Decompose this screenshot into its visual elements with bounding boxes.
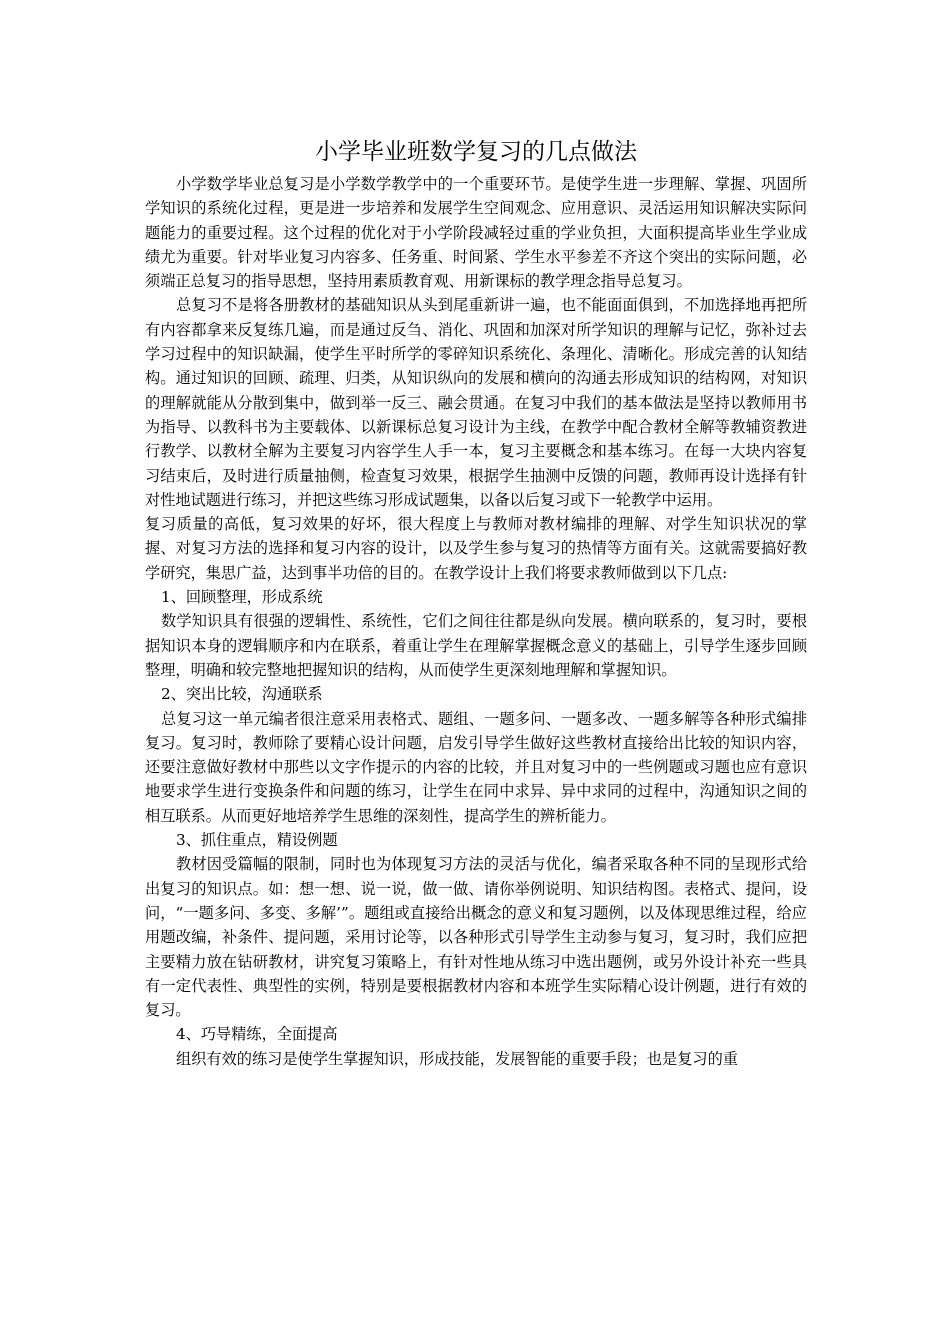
section-heading: 1、回顾整理，形成系统 xyxy=(161,588,323,607)
section-body: 组织有效的练习是使学生掌握知识，形成技能，发展智能的重要手段；也是复习的重 xyxy=(176,1049,738,1068)
document-page xyxy=(145,134,807,1071)
section-heading: 3、抓住重点，精设例题 xyxy=(176,831,338,850)
section-heading: 4、巧导精练，全面提高 xyxy=(176,1025,338,1044)
section-body: 教材因受篇幅的限制，同时也为体现复习方法的灵活与优化，编者采取各种不同的呈现形式给出复习的知识点。如：想一想、说一说，做一做、请你举例说明、知识结构图。表格式、提问，设问，“一题多问、多变、多解’”。题组或直接给出概念的意义和复习题例，以及体现思维过程，给应用题改编，补条件、提问题，采用讨论等，以各种形式引导学生主动参与复习，复习时，我们应把主要精力放在钻研教材，讲究复习策略上，有针对性地从练习中选出题例，或另外设计补充一些具有一定代表性、典型性的实例，特别是要根据教材内容和本班学生实际精心设计例题，进行有效的复习。 xyxy=(145,855,807,1020)
section-body: 数学知识具有很强的逻辑性、系统性，它们之间往往都是纵向发展。横向联系的，复习时，要根据知识本身的逻辑顺序和内在联系，着重让学生在理解掌握概念意义的基础上，引导学生逐步回顾整理，明确和较完整地把握知识的结构，从而使学生更深刻地理解和掌握知识。 xyxy=(145,612,807,679)
review-quality-paragraph: 复习质量的高低，复习效果的好坏，很大程度上与教师对教材编排的理解、对学生知识状况的掌握、对复习方法的选择和复习内容的设计，以及学生参与复习的热情等方面有关。这就需要搞好教学研究，集思广益，达到事半功倍的目的。在教学设计上我们将要求教师做到以下几点: xyxy=(145,515,807,582)
review-approach-paragraph: 总复习不是将各册教材的基础知识从头到尾重新讲一遍，也不能面面俱到，不加选择地再把所有内容都拿来反复练几遍，而是通过反刍、消化、巩固和加深对所学知识的理解与记忆，弥补过去学习过程中的知识缺漏，使学生平时所学的零碎知识系统化、条理化、清晰化。形成完善的认知结构。通过知识的回顾、疏理、归类，从知识纵向的发展和横向的沟通去形成知识的结构网，对知识的理解就能从分散到集中，做到举一反三、融会贯通。在复习中我们的基本做法是坚持以教师用书为指导、以教科书为主要载体、以新课标总复习设计为主线，在教学中配合教材全解等教辅资教进行教学、以教材全解为主要复习内容学生人手一本，复习主要概念和基本练习。在每一大块内容复习结束后，及时进行质量抽侧，检查复习效果，根据学生抽测中反馈的问题，教师再设计选择有针对性地试题进行练习，并把这些练习形成试题集，以备以后复习或下一轮教学中运用。 xyxy=(145,296,807,509)
section-1 xyxy=(145,585,807,682)
section-4 xyxy=(145,1022,807,1071)
section-2 xyxy=(145,682,807,828)
section-3 xyxy=(145,828,807,1022)
document-title: 小学毕业班数学复习的几点做法 xyxy=(315,139,637,165)
section-heading: 2、突出比较，沟通联系 xyxy=(161,685,323,704)
intro-paragraph: 小学数学毕业总复习是小学数学教学中的一个重要环节。是使学生进一步理解、掌握、巩固所学知识的系统化过程，更是进一步培养和发展学生空间观念、应用意识、灵活运用知识解决实际问题能力的重要过程。这个过程的优化对于小学阶段减轻过重的学业负担，大面积提高毕业生学业成绩尤为重要。针对毕业复习内容多、任务重、时间紧、学生水平参差不齐这个突出的实际问题，必须端正总复习的指导思想，坚持用素质教育观、用新课标的教学理念指导总复习。 xyxy=(145,175,807,291)
section-body: 总复习这一单元编者很注意采用表格式、题组、一题多问、一题多改、一题多解等各种形式编排复习。复习时，教师除了要精心设计问题，启发引导学生做好这些教材直接给出比较的知识内容，还要注意做好教材中那些以文字作提示的内容的比较，并且对复习中的一些例题或习题也应有意识地要求学生进行变换条件和问题的练习，让学生在同中求异、异中求同的过程中，沟通知识之间的相互联系。从而更好地培养学生思维的深刻性，提高学生的辨析能力。 xyxy=(145,709,807,825)
